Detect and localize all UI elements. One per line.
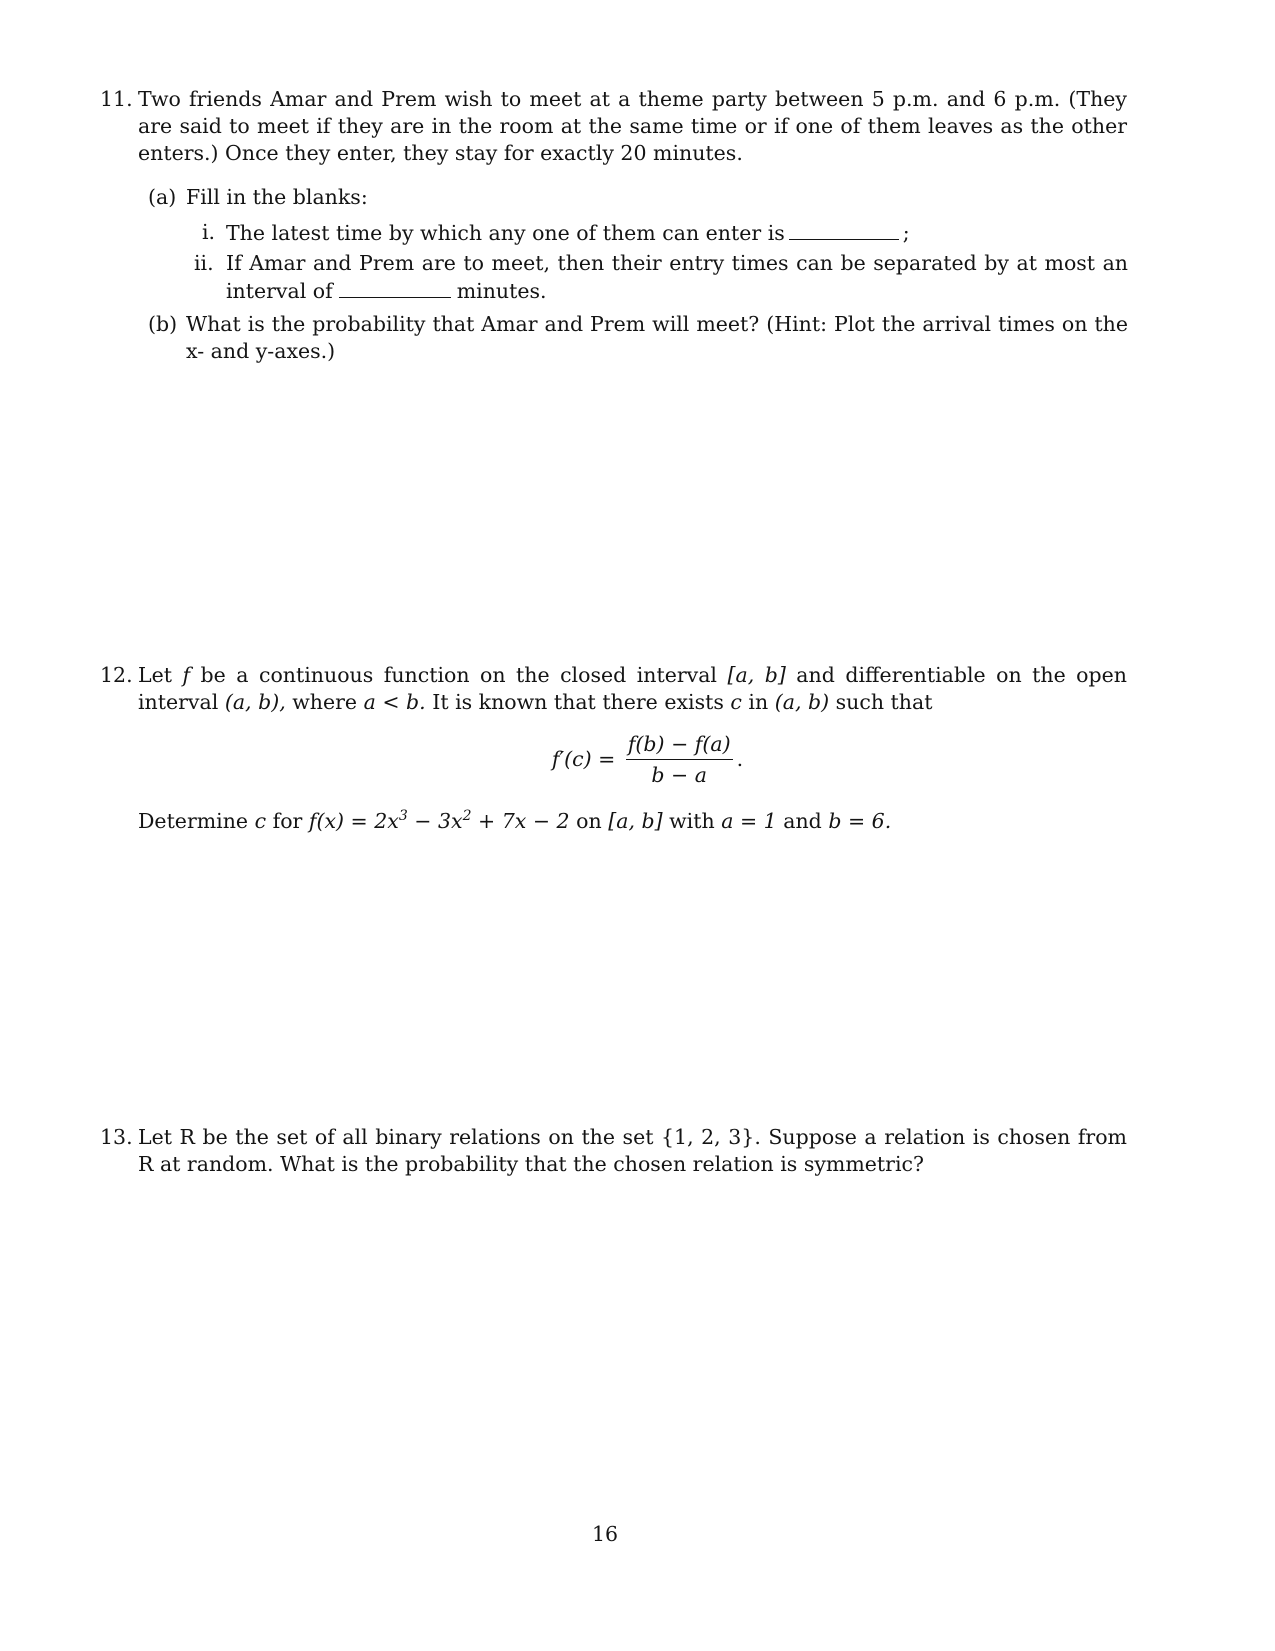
item-text: If Amar and Prem are to meet, then their entry times can be separated by at most an interval of [226,251,1128,303]
question-text: Let f be a continuous function on the closed interval [a, b] and differentiable on the open interval (a, b), where a < b. It is known that there exists c in (a, b) such that [138,663,1127,714]
item-label: i. [202,220,216,244]
item-text-end: minutes. [456,279,547,303]
question-11-item-ii [194,250,1128,305]
answer-blank[interactable] [789,219,899,240]
item-text-end: ; [902,221,910,245]
formula-lhs: f′(c) = [551,747,616,771]
question-text: Let R be the set of all binary relations on the set {1, 2, 3}. Suppose a relation is chosen from R at random. What is the probability that the chosen relation is symmetric? [138,1125,1127,1176]
formula-period: . [736,747,744,771]
fraction-denominator: b − a [651,763,707,787]
item-text: The latest time by which any one of them can enter is [226,221,785,245]
question-number: 12. [100,663,133,687]
part-label: (a) [148,185,177,209]
page-number: 16 [591,1522,619,1546]
answer-blank[interactable] [339,277,451,298]
mean-value-formula [0,732,1275,787]
question-11-part-b [148,311,1128,365]
part-label: (b) [148,312,178,336]
question-12 [100,662,1127,716]
question-11-item-i [194,219,1128,247]
question-11 [100,86,1127,167]
part-text: What is the probability that Amar and Prem will meet? (Hint: Plot the arrival times on the x- and y-axes.) [186,312,1128,363]
question-13 [100,1124,1127,1178]
question-11-part-a [148,184,1128,211]
question-12-task: Determine c for $f(x) = 2x^3 - 3x^2 + 7x - 2$ on [a, b] with a = 1 and b = 6. [138,808,892,833]
fraction-numerator: f(b) − f(a) [626,732,733,760]
item-label: ii. [194,251,214,275]
question-number: 13. [100,1125,133,1149]
question-number: 11. [100,87,133,111]
formula-fraction [626,732,733,787]
part-text: Fill in the blanks: [186,185,368,209]
function-definition: $f(x) = 2x^3 - 3x^2 + 7x - 2$ [308,808,570,833]
question-text: Two friends Amar and Prem wish to meet at a theme party between 5 p.m. and 6 p.m. (They are said to meet if they are in the room at the same time or if one of them leaves as the other enters.) Once they enter, they stay for exactly 20 minutes. [138,87,1127,165]
